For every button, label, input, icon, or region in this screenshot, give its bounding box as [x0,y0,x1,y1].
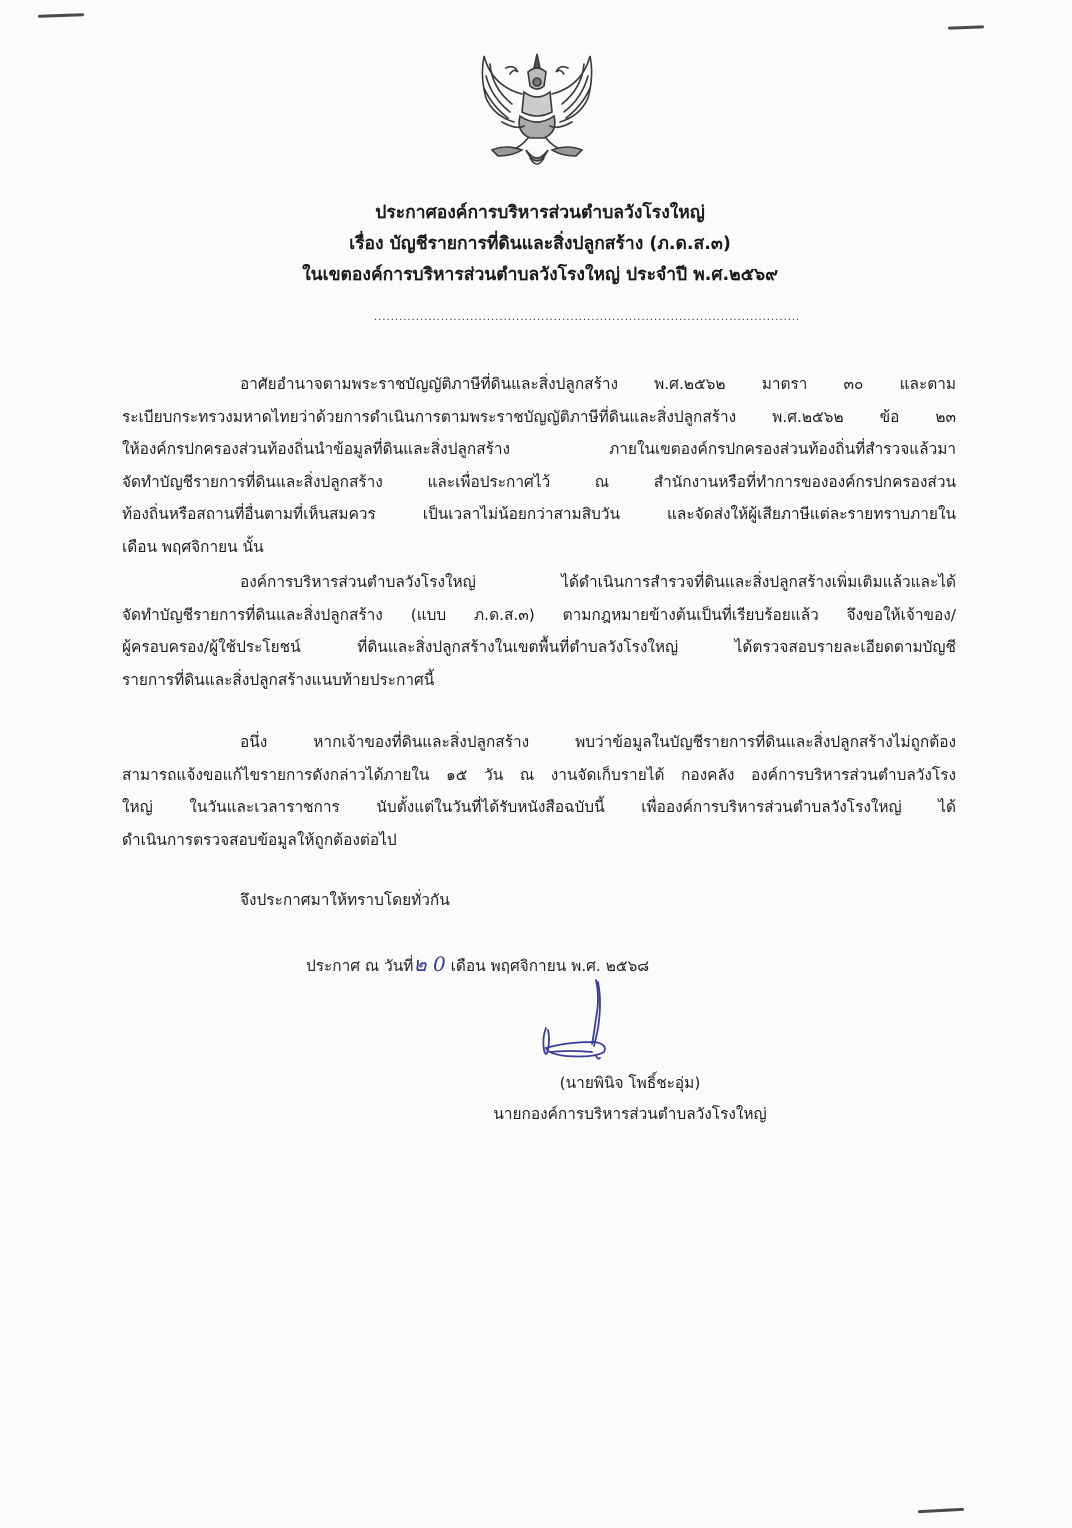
paragraph-line: ใหญ่ ในวันและเวลาราชการ นับตั้งแต่ในวันที่ได้รับหนังสือฉบับนี้ เพื่อองค์การบริหารส่วนตำบลวังโรงใหญ่ ได้ [122,798,956,816]
paragraph-line: ผู้ครอบครอง/ผู้ใช้ประโยชน์ ที่ดินและสิ่งปลูกสร้างในเขตพื้นที่ตำบลวังโรงใหญ่ ได้ตรวจสอบรายละเอียดตามบัญชี [122,638,956,656]
signature-mark [536,978,626,1064]
announcement-title [150,198,930,291]
corner-mark-bottom-right [918,1508,964,1513]
paragraph-line: รายการที่ดินและสิ่งปลูกสร้างแนบท้ายประกาศนี้ [122,670,435,689]
date-day-handwritten: ๒ 0 [413,952,446,976]
paragraph-line: องค์การบริหารส่วนตำบลวังโรงใหญ่ ได้ดำเนินการสำรวจที่ดินและสิ่งปลูกสร้างเพิ่มเติมแล้วและได้ [240,573,956,591]
paragraph-line: สามารถแจ้งขอแก้ไขรายการดังกล่าวได้ภายใน ๑๕ วัน ณ งานจัดเก็บรายได้ กองคลัง องค์การบริหารส่วนตำบลวังโรง [122,765,956,784]
paragraph-line: ระเบียบกระทรวงมหาดไทยว่าด้วยการดำเนินการตามพระราชบัญญัติภาษีที่ดินและสิ่งปลูกสร้าง พ.ศ.๒๕๖๒ ข้อ ๒๓ [122,407,956,426]
paragraph-line: จัดทำบัญชีรายการที่ดินและสิ่งปลูกสร้าง (แบบ ภ.ด.ส.๓) ตามกฎหมายข้างต้นเป็นที่เรียบร้อยแล้ว จึงขอให้เจ้าของ/ [122,605,956,624]
paragraph-line: ให้องค์กรปกครองส่วนท้องถิ่นนำข้อมูลที่ดินและสิ่งปลูกสร้าง ภายในเขตองค์กรปกครองส่วนท้องถิ่นที่สำรวจแล้วมา [122,440,956,458]
signer-position: นายกองค์การบริหารส่วนตำบลวังโรงใหญ่ [493,1105,767,1123]
paragraph-line: ดำเนินการตรวจสอบข้อมูลให้ถูกต้องต่อไป [122,830,397,849]
title-separator: ...................................................................................................... [374,312,801,323]
title-line-2: เรื่อง บัญชีรายการที่ดินและสิ่งปลูกสร้าง (ภ.ด.ส.๓) [349,234,731,254]
corner-mark-top-left [38,13,84,18]
corner-mark-top-right [948,25,984,29]
paragraph-3 [122,726,956,856]
paragraph-2 [122,566,956,696]
paragraph-line: ท้องถิ่นหรือสถานที่อื่นตามที่เห็นสมควร เป็นเวลาไม่น้อยกว่าสามสิบวัน และจัดส่งให้ผู้เสียภาษีแต่ละรายทราบภายใน [122,505,956,523]
announcement-date [306,948,649,982]
signer-block [430,1068,830,1130]
date-suffix: เดือน พฤศจิกายน พ.ศ. ๒๕๖๘ [445,957,650,975]
paragraph-line: อนึ่ง หากเจ้าของที่ดินและสิ่งปลูกสร้าง พบว่าข้อมูลในบัญชีรายการที่ดินและสิ่งปลูกสร้างไม่ถูกต้อง [240,733,956,751]
paragraph-line: จัดทำบัญชีรายการที่ดินและสิ่งปลูกสร้าง และเพื่อประกาศไว้ ณ สำนักงานหรือที่ทำการขององค์กรปกครองส่วน [122,472,956,491]
garuda-emblem-icon [462,46,612,176]
signer-name: (นายพินิจ โพธิ์ชะอุ่ม) [559,1074,701,1092]
date-prefix: ประกาศ ณ วันที่ [306,957,414,975]
title-line-3: ในเขตองค์การบริหารส่วนตำบลวังโรงใหญ่ ประจำปี พ.ศ.๒๕๖๙ [302,265,778,285]
paragraph-line: เดือน พฤศจิกายน นั้น [122,537,264,556]
paragraph-1 [122,368,956,563]
paragraph-line: อาศัยอำนาจตามพระราชบัญญัติภาษีที่ดินและสิ่งปลูกสร้าง พ.ศ.๒๕๖๒ มาตรา ๓๐ และตาม [240,375,956,393]
title-line-1: ประกาศองค์การบริหารส่วนตำบลวังโรงใหญ่ [375,203,705,223]
closing-statement: จึงประกาศมาให้ทราบโดยทั่วกัน [240,891,450,909]
